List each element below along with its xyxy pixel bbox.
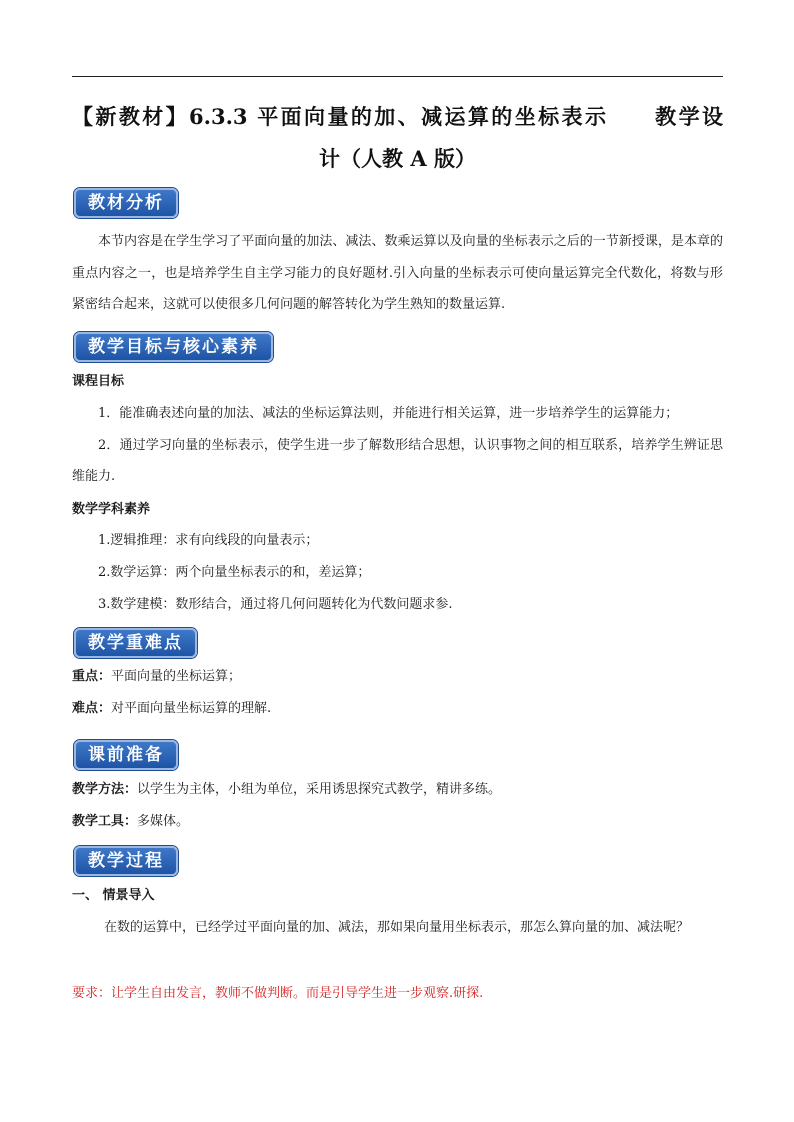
step1-text: 在数的运算中，已经学过平面向量的加、减法，那如果向量用坐标表示，那怎么算向量的加、减法呢？ bbox=[104, 920, 690, 935]
course-goals-label: 课程目标 bbox=[72, 374, 125, 389]
course-goal-2: 2．通过学习向量的坐标表示，使学生进一步了解数形结合思想，认识事物之间的相互联系，培养学生辨证思维能力. bbox=[72, 438, 723, 484]
key-point-line bbox=[72, 667, 723, 687]
teaching-method-line bbox=[72, 780, 723, 800]
teaching-tools-label: 教学工具： bbox=[72, 814, 138, 829]
teaching-tools-line bbox=[72, 812, 723, 832]
header-rule bbox=[72, 76, 723, 77]
section-badge-analysis: 教材分析 bbox=[74, 188, 178, 218]
section-badge-process: 教学过程 bbox=[74, 846, 178, 876]
key-point-text: 平面向量的坐标运算； bbox=[111, 669, 242, 684]
literacy-label: 数学学科素养 bbox=[72, 502, 151, 517]
difficult-point-line bbox=[72, 699, 723, 719]
key-point-label: 重点： bbox=[72, 669, 112, 684]
requirement-note: 要求：让学生自由发言，教师不做判断。而是引导学生进一步观察.研探. bbox=[72, 986, 484, 1001]
document-title-line-1: 【新教材】6.3.3 平面向量的加、减运算的坐标表示 教学设 bbox=[72, 104, 723, 129]
document-title-line-2: 计（人教 A 版） bbox=[319, 146, 476, 171]
section-badge-prep: 课前准备 bbox=[74, 740, 178, 770]
step1-label: 一、 情景导入 bbox=[72, 888, 155, 903]
difficult-point-text: 对平面向量坐标运算的理解. bbox=[111, 701, 272, 716]
analysis-paragraph: 本节内容是在学生学习了平面向量的加法、减法、数乘运算以及向量的坐标表示之后的一节新授课，是本章的重点内容之一，也是培养学生自主学习能力的良好题材.引入向量的坐标表示可使向量运算完全代数化，将数与形紧密结合起来，这就可以使很多几何问题的解答转化为学生熟知的数量运算. bbox=[72, 234, 723, 312]
course-goal-1: 1．能准确表述向量的加法、减法的坐标运算法则，并能进行相关运算，进一步培养学生的运算能力； bbox=[98, 406, 679, 421]
literacy-item-2: 2.数学运算：两个向量坐标表示的和，差运算； bbox=[98, 565, 371, 580]
teaching-method-label: 教学方法： bbox=[72, 782, 138, 797]
literacy-item-3: 3.数学建模：数形结合，通过将几何问题转化为代数问题求参. bbox=[98, 597, 453, 612]
section-badge-goals: 教学目标与核心素养 bbox=[74, 332, 273, 362]
section-badge-keypoints: 教学重难点 bbox=[74, 628, 197, 658]
literacy-item-1: 1.逻辑推理：求有向线段的向量表示； bbox=[98, 533, 319, 548]
teaching-method-text: 以学生为主体，小组为单位，采用诱思探究式教学，精讲多练。 bbox=[137, 782, 502, 797]
teaching-tools-text: 多媒体。 bbox=[137, 814, 190, 829]
difficult-point-label: 难点： bbox=[72, 701, 112, 716]
